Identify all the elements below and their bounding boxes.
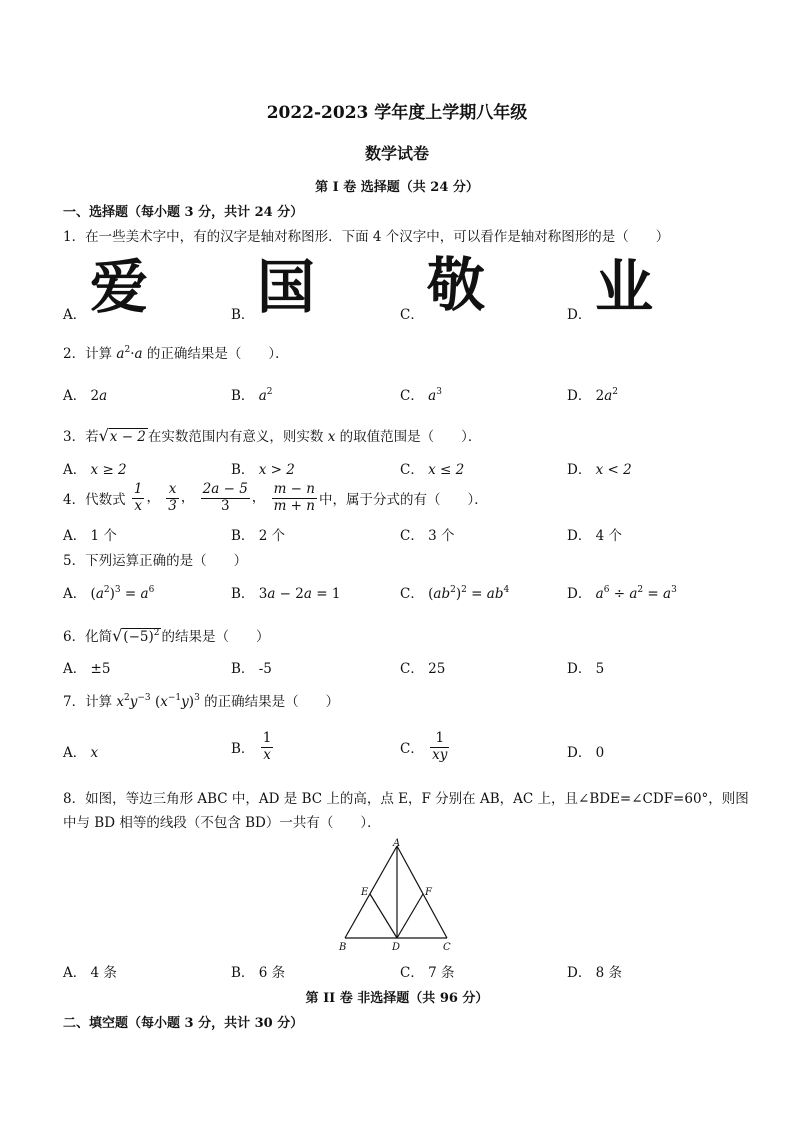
q3-opt-b: B． x > 2 [231, 462, 295, 478]
q7-opt-b: B． $\frac{1}{x}$ [231, 730, 272, 763]
q8-line2: 中与 BD 相等的线段（不包含 BD）一共有（ ）． [63, 815, 381, 831]
q1-char-c: 敬 [427, 251, 486, 319]
point-label-a: A [393, 838, 401, 849]
q1-char-d: 业 [595, 253, 654, 321]
q3-opt-c: C． x ≤ 2 [400, 462, 465, 478]
q7-opt-c: C． $\frac{1}{xy}$ [400, 730, 448, 763]
q4-opt-d: D． 4 个 [567, 528, 623, 544]
exam-subject: 数学试卷 [364, 144, 429, 163]
q2-post: 的正确结果是（ ）． [146, 346, 289, 362]
section2-heading: 二、填空题（每小题 3 分，共计 30 分） [63, 1016, 304, 1031]
q2-opt-b: B． $a^2$ [231, 387, 273, 404]
point-label-c: C [443, 942, 451, 953]
q6-opt-b: B． -5 [231, 661, 272, 677]
section1-heading: 一、选择题（每小题 3 分，共计 24 分） [63, 205, 304, 220]
q8-opt-c: C． 7 条 [400, 965, 455, 981]
q2-pre: 2．计算 [63, 346, 113, 362]
q1-text: 1．在一些美术字中，有的汉字是轴对称图形．下面 4 个汉字中，可以看作是轴对称图形的是（ ） [63, 229, 670, 245]
q5-opt-a: A． $(a^2)^3 = a^6$ [63, 585, 155, 602]
q5-opt-c: C． $(ab^2)^2 = ab^4$ [400, 585, 510, 602]
point-label-b: B [339, 942, 347, 953]
q4-opt-b: B． 2 个 [231, 528, 286, 544]
q4-opt-a: A． 1 个 [63, 528, 117, 544]
q7-opt-d: D． 0 [567, 745, 605, 761]
q2-opt-d: D． $2a^2$ [567, 387, 619, 404]
q1-char-b: 国 [257, 253, 316, 321]
q3-opt-d: D． x < 2 [567, 462, 632, 478]
exam-title: 2022-2023 学年度上学期八年级 [266, 103, 528, 123]
segment-ed [370, 894, 397, 938]
q1-char-a: 爱 [90, 253, 149, 321]
q5-text: 5．下列运算正确的是（ ） [63, 553, 248, 569]
part2-heading: 第 II 卷 非选择题（共 96 分） [305, 991, 489, 1006]
point-label-d: D [392, 942, 401, 953]
q6-opt-d: D． 5 [567, 661, 605, 677]
part1-heading: 第 I 卷 选择题（共 24 分） [315, 180, 479, 195]
q5-opt-b: B． 3a − 2a = 1 [231, 586, 341, 602]
q8-line1: 8．如图，等边三角形 ABC 中，AD 是 BC 上的高，点 E，F 分别在 AB，AC 上，且∠BDE=∠CDF=60°，则图 [63, 791, 749, 807]
q2-opt-a: A． 2a [63, 388, 108, 404]
q6-opt-a: A． ±5 [63, 661, 111, 677]
q3-stem: 3．若√x − 2 在实数范围内有意义，则实数 x 的取值范围是（ ）． [63, 426, 482, 445]
q2-opt-c: C． $a^3$ [400, 387, 442, 404]
q8-opt-a: A． 4 条 [63, 965, 117, 981]
q8-opt-d: D． 8 条 [567, 965, 623, 981]
q5-opt-d: D． $a^6 \div a^2 = a^3$ [567, 585, 677, 602]
segment-fd [397, 894, 423, 938]
q1-label-d: D． [567, 307, 592, 323]
point-label-f: F [425, 887, 432, 898]
q6-opt-c: C． 25 [400, 661, 446, 677]
q2-expression: $a^2\cdot a$ [116, 345, 143, 362]
q6-stem: 6．化简$√(-5)^2$ 的结果是（ ） [63, 626, 270, 645]
q1-label-c: C． [400, 307, 424, 323]
q1-label-b: B． [231, 307, 255, 323]
q7-opt-a: A． x [63, 745, 99, 761]
q4-opt-c: C． 3 个 [400, 528, 455, 544]
q3-opt-a: A． x ≥ 2 [63, 462, 127, 478]
q4-stem: 4．代数式 $\frac{1}{x}$ ， $\frac{x}{3}$ ， $\frac{2a - 5}{3}$ ， $\frac{m - n}{m + n}$ 中，属于分式的有（ ）． [63, 481, 488, 514]
q8-opt-b: B． 6 条 [231, 965, 286, 981]
point-label-e: E [361, 887, 369, 898]
q8-triangle-figure [330, 838, 460, 954]
q3-radicand: x − 2 [109, 429, 146, 445]
q7-stem: 7．计算 $x^2y^{-3}$ $(x^{-1}y)^3$ 的正确结果是（ ） [63, 693, 340, 710]
q1-label-a: A． [63, 307, 87, 323]
q2-stem [63, 342, 289, 362]
